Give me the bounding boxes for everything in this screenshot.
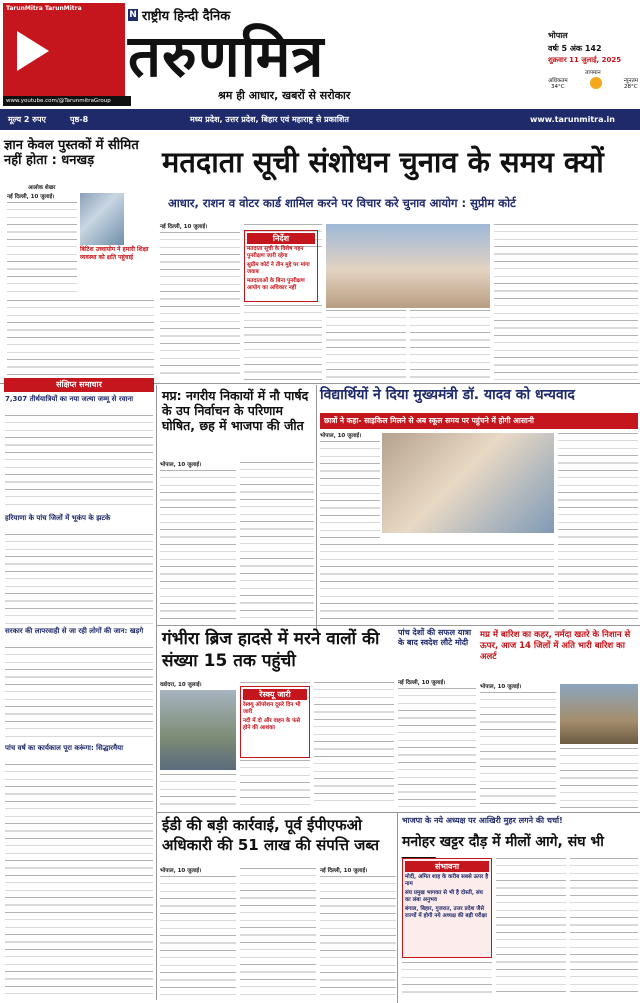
sun-icon [590, 77, 602, 89]
play-icon [17, 31, 49, 71]
price: मूल्य 2 रुपए [8, 115, 46, 124]
student-headline: विद्यार्थियों ने दिया मुख्यमंत्री डॉ. यादव को धन्यवाद [320, 387, 575, 403]
bjp-kicker: भाजपा के नये अध्यक्ष पर आखिरी मुहर लगने की चर्चा! [402, 816, 563, 825]
mp-election-dateline: भोपाल, 10 जुलाई। [160, 462, 202, 468]
bjp-dateline: नई दिल्ली, 10 जुलाई। [320, 868, 368, 874]
edition-states: मध्य प्रदेश, उत्तर प्रदेश, बिहार एवं महाराष्ट्र से प्रकाशित [190, 115, 349, 124]
max-temp: 34°C [551, 84, 565, 90]
rain-photo [560, 684, 638, 744]
bjp-body-1 [320, 876, 396, 996]
brief-item-4-title: पांच वर्ष का कार्यकाल पूरा करूंगा: सिद्धारमैया [5, 744, 124, 752]
lead-headline: मतदाता सूची संशोधन चुनाव के समय क्यों [162, 145, 604, 179]
rain-body-1 [480, 692, 556, 808]
bjp-headline: मनोहर खट्टर दौड़ में मीलों आगे, संघ भी [402, 834, 604, 850]
lead-body-col3 [326, 310, 406, 380]
rescue-item-2: नदी में दो और वाहन के फंसे होने की आशंका [243, 718, 301, 731]
bjp-box-item-2: संघ प्रमुख भागवत से भी है दोस्ती, संघ का लंबा अनुभव [405, 890, 483, 903]
min-temp-label: न्यूनतम [623, 78, 638, 84]
bridge-headline: गंभीरा ब्रिज हादसे में मरने वालों की संख्या 15 तक पहुंची [162, 629, 380, 671]
student-body-1 [320, 441, 380, 541]
ed-dateline: भोपाल, 10 जुलाई। [160, 868, 202, 874]
rain-body-2 [560, 748, 638, 808]
tour-dateline: नई दिल्ली, 10 जुलाई। [398, 680, 446, 686]
lead-box-title: निर्देश [247, 233, 315, 244]
bridge-body-4 [314, 682, 394, 808]
bjp-box-item-3: बंगाल, बिहार, गुजरात, उत्तर प्रदेश जैसे राज्यों में होगी नये अध्यक्ष की बड़ी परीक्षा [405, 906, 487, 919]
website-link[interactable]: www.tarunmitra.in [530, 115, 615, 124]
max-temp-label: अधिकतम [548, 78, 568, 84]
bridge-body-1 [160, 774, 236, 808]
youtube-promo[interactable] [3, 3, 125, 106]
brief-item-2-title: हरियाणा के पांच जिलों में भूकंप के झटके [5, 514, 111, 522]
weather-label: तापमान [585, 70, 601, 76]
brief-item-4-body [5, 764, 153, 996]
rescue-box [240, 686, 310, 758]
youtube-url[interactable]: www.youtube.com/@TarunmitraGroup [3, 96, 131, 106]
masthead-logo [128, 6, 508, 106]
masthead-title: तरुणमित्र [128, 22, 325, 90]
lead-body-col1 [160, 232, 240, 380]
edition-city: भोपाल [548, 31, 568, 40]
lead-box-item-1: मतदाता सूची के विशेष गहन पुनरीक्षण जारी रहेगा [247, 246, 304, 259]
bjp-box-title: संभावना [405, 861, 489, 872]
bjp-body-3 [496, 858, 566, 996]
lead-subhead: आधार, राशन व वोटर कार्ड शामिल करने पर विचार करे चुनाव आयोग : सुप्रीम कोर्ट [168, 196, 516, 210]
youtube-banner-text: TarunMitra TarunMitra [6, 5, 82, 12]
lead-box-item-2: सुप्रीम कोर्ट ने तीन मुद्दे पर मांगा जवाब [247, 262, 310, 275]
left-story-byline: आलोक शेखर [28, 185, 56, 191]
edition-info [548, 30, 638, 106]
ed-body-1 [160, 876, 236, 996]
bridge-photo [160, 690, 236, 770]
brief-item-2-body [5, 534, 153, 624]
bridge-body-3 [240, 760, 310, 808]
rain-headline: मप्र में बारिश का कहर, नर्मदा खतरे के निशान से ऊपर, आज 14 जिलों में अति भारी बारिश का अलर्ट [480, 630, 631, 662]
brief-item-3-body [5, 647, 153, 741]
lead-body-col5 [494, 224, 638, 380]
mp-election-headline: मप्र: नगरीय निकायों में नौ पार्षद के उप निर्वाचन के परिणाम घोषित, छह में भाजपा की जीत [162, 388, 309, 433]
brief-item-3-title: सरकार की लापरवाही से जा रही लोगों की जान: खड़गे [5, 627, 144, 635]
info-bar [0, 109, 640, 130]
rain-dateline: भोपाल, 10 जुलाई। [480, 684, 522, 690]
bjp-box-item-1: मोदी, अमित शाह के करीब सबसे ऊपर है नाम [405, 874, 489, 887]
tour-headline: पांच देशों की सफल यात्रा के बाद स्वदेश लौटे मोदी [398, 628, 472, 647]
lead-body-col2b [244, 305, 322, 380]
ed-body-2 [240, 868, 316, 996]
min-temp: 28°C [624, 84, 638, 90]
left-story-headline: ज्ञान केवल पुस्तकों में सीमित नहीं होता : धनखड़ [4, 138, 139, 168]
bjp-body-2 [402, 962, 492, 996]
student-dateline: भोपाल, 10 जुलाई। [320, 433, 362, 439]
rescue-box-title: रेस्क्यू जारी [243, 689, 307, 700]
left-story-caption: बिटिश उच्चायोग ने हमारी शिक्षा व्यवस्था को क्षति पहुंचाई [80, 246, 149, 261]
brief-item-1-title: 7,307 तीर्थयात्रियों का नया जत्था जम्मू से रवाना [5, 395, 134, 403]
bjp-body-4 [570, 858, 638, 996]
bridge-dateline: वडोदरा, 10 जुलाई। [160, 682, 202, 688]
mp-election-body-2 [240, 462, 314, 622]
page-count: पृष्ठ-8 [70, 115, 89, 124]
masthead-tagline: राष्ट्रीय हिन्दी दैनिक [142, 9, 231, 24]
lead-body-col4 [410, 310, 490, 380]
newspaper-logo-icon: N [129, 10, 137, 20]
left-story-dateline: नई दिल्ली, 10 जुलाई। [7, 194, 55, 200]
student-body-2 [320, 544, 554, 622]
mp-election-body-1 [160, 470, 236, 622]
student-body-3 [558, 433, 638, 622]
masthead-slogan: श्रम ही आधार, खबरों से सरोकार [218, 89, 351, 102]
ed-headline: ईडी की बड़ी कार्रवाई, पूर्व ईपीएफओ अधिकारी की 51 लाख की संपत्ति जब्त [162, 816, 380, 854]
rescue-item-1: रेस्क्यू ऑपरेशन दूसरे दिन भी जारी [243, 702, 301, 715]
bjp-box [402, 858, 492, 958]
student-subhead: छात्रों ने कहा- साइकिल मिलने से अब स्कूल समय पर पहुंचने में होगी आसानी [320, 413, 638, 429]
lead-dateline: नई दिल्ली, 10 जुलाई। [160, 224, 208, 230]
supreme-court-photo [326, 224, 490, 308]
lead-box [244, 230, 318, 302]
left-story-body [7, 202, 77, 297]
brief-news-title: संक्षिप्त समाचार [4, 378, 154, 392]
edition-date: शुक्रवार 11 जुलाई, 2025 [548, 56, 622, 64]
students-cycle-photo [382, 433, 554, 533]
lead-box-item-3: मतदाताओं के बिना पुनरीक्षण आयोग का अधिकार नहीं [247, 278, 305, 291]
brief-item-1-body [5, 415, 153, 511]
edition-volume: वर्षः 5 अंक 142 [548, 44, 602, 53]
left-story-body-2 [7, 300, 154, 375]
tour-body [398, 688, 476, 808]
dhankhar-photo [80, 193, 124, 245]
